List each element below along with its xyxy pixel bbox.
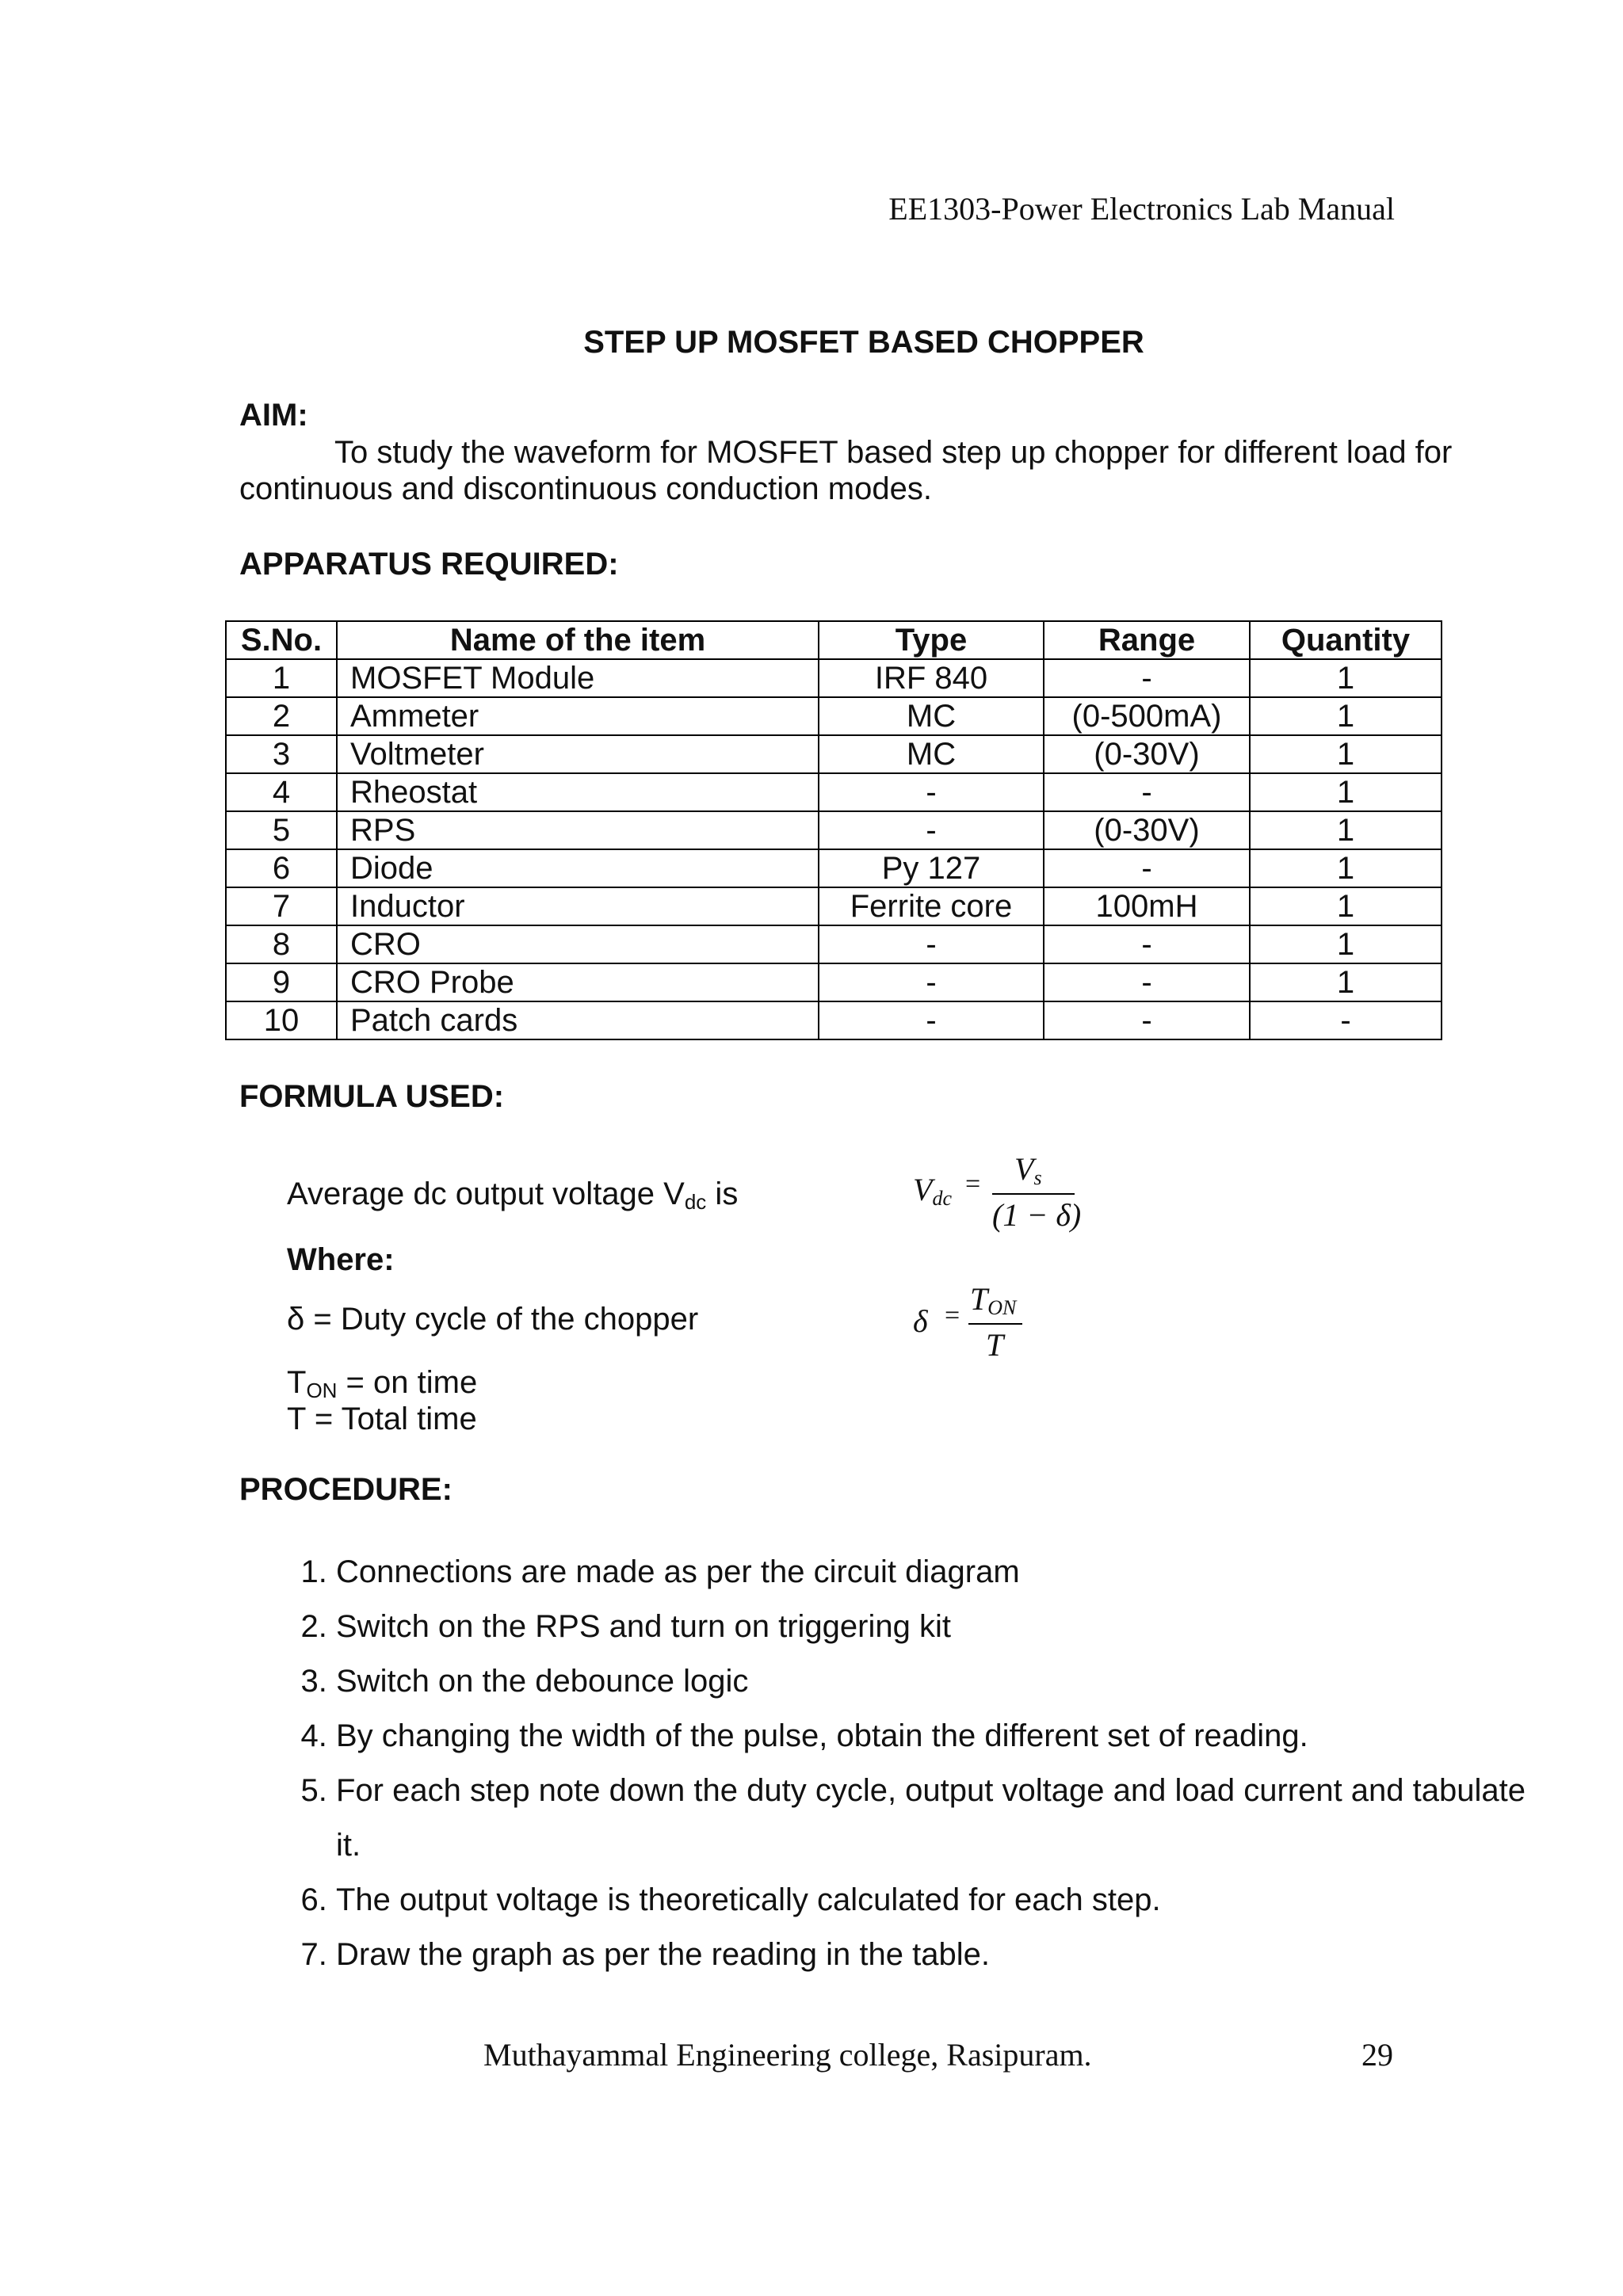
cell-range: - [1044,1001,1250,1039]
cell-type: IRF 840 [819,659,1044,697]
cell-name: CRO Probe [337,963,819,1001]
procedure-step: 3. Switch on the debounce logic [336,1654,1549,1709]
cell-quantity: 1 [1250,963,1442,1001]
eq1-numerator [1014,1150,1042,1190]
cell-quantity: 1 [1250,925,1442,963]
cell-range: - [1044,659,1250,697]
col-header-quantity: Quantity [1250,621,1442,659]
procedure-step: 1. Connections are made as per the circuit diagram [336,1545,1549,1600]
cell-range: - [1044,773,1250,811]
cell-sno: 10 [226,1001,337,1039]
eq1-equals: = [965,1169,981,1199]
cell-quantity: 1 [1250,811,1442,849]
cell-type: - [819,925,1044,963]
cell-sno: 7 [226,887,337,925]
col-header-name: Name of the item [337,621,819,659]
table-row [226,849,1442,887]
ton-symbol: T [287,1365,307,1400]
cell-quantity: 1 [1250,735,1442,773]
table-row [226,1001,1442,1039]
vdc-description [287,1176,738,1220]
cell-type: - [819,811,1044,849]
cell-quantity: 1 [1250,659,1442,697]
apparatus-table [225,620,1442,1040]
cell-name: Inductor [337,887,819,925]
cell-sno: 4 [226,773,337,811]
table-row [226,925,1442,963]
delta-definition: δ = Duty cycle of the chopper [287,1302,699,1337]
procedure-step: 6. The output voltage is theoretically calculated for each step. [336,1873,1549,1928]
table-row [226,811,1442,849]
procedure-list [239,1545,1549,1982]
eq1-fraction-bar [992,1193,1075,1195]
table-row [226,735,1442,773]
cell-type: MC [819,735,1044,773]
cell-name: Diode [337,849,819,887]
col-header-type: Type [819,621,1044,659]
vdc-label-suffix: is [706,1177,739,1211]
ton-subscript: ON [306,1379,338,1402]
running-header: EE1303-Power Electronics Lab Manual [888,191,1395,227]
eq2-equals: = [945,1301,960,1330]
procedure-step: 2. Switch on the RPS and turn on triggering kit [336,1600,1549,1654]
cell-sno: 5 [226,811,337,849]
cell-type: Ferrite core [819,887,1044,925]
cell-name: RPS [337,811,819,849]
cell-range: - [1044,925,1250,963]
eq1-lhs-subscript: dc [932,1187,952,1210]
cell-type: - [819,773,1044,811]
cell-sno: 6 [226,849,337,887]
cell-sno: 1 [226,659,337,697]
cell-range: - [1044,849,1250,887]
page-number: 29 [1361,2037,1393,2073]
cell-range: (0-30V) [1044,735,1250,773]
cell-range: (0-500mA) [1044,697,1250,735]
cell-name: Ammeter [337,697,819,735]
table-row [226,659,1442,697]
cell-quantity: 1 [1250,697,1442,735]
eq2-numerator [970,1280,1016,1320]
apparatus-table-body [226,659,1442,1039]
cell-sno: 3 [226,735,337,773]
cell-range: (0-30V) [1044,811,1250,849]
cell-quantity: - [1250,1001,1442,1039]
vdc-label-subscript: dc [684,1190,707,1214]
cell-quantity: 1 [1250,887,1442,925]
eq2-lhs: δ [913,1303,928,1339]
cell-sno: 9 [226,963,337,1001]
eq2-num-subscript: ON [987,1296,1017,1319]
col-header-range: Range [1044,621,1250,659]
cell-type: MC [819,697,1044,735]
aim-paragraph: To study the waveform for MOSFET based step up chopper for different load for continuous and discontinuous conduction modes. [239,435,1453,506]
t-definition: T = Total time [287,1402,477,1436]
aim-text [239,434,1476,507]
footer-institution: Muthayammal Engineering college, Rasipuram. [483,2037,1092,2073]
eq1-num-subscript: s [1033,1166,1042,1189]
vdc-label: Average dc output voltage V [287,1177,685,1211]
procedure-step: 7. Draw the graph as per the reading in the table. [336,1928,1549,1982]
eq1-num-symbol: V [1014,1151,1034,1187]
table-header-row [226,621,1442,659]
eq1-denominator: (1 − δ) [992,1197,1082,1233]
procedure-heading: PROCEDURE: [239,1472,453,1507]
cell-quantity: 1 [1250,773,1442,811]
cell-name: MOSFET Module [337,659,819,697]
cell-type: - [819,1001,1044,1039]
cell-name: CRO [337,925,819,963]
eq1-lhs [913,1171,952,1211]
cell-quantity: 1 [1250,849,1442,887]
eq2-num-symbol: T [970,1281,988,1317]
page-title: STEP UP MOSFET BASED CHOPPER [583,325,1144,360]
table-row [226,963,1442,1001]
cell-name: Voltmeter [337,735,819,773]
ton-meaning: = on time [337,1365,478,1400]
eq2-denominator: T [986,1327,1004,1363]
procedure-step: 4. By changing the width of the pulse, obtain the different set of reading. [336,1709,1549,1764]
procedure-step: 5. For each step note down the duty cycle, output voltage and load current and tabulate it. [336,1764,1549,1873]
cell-sno: 8 [226,925,337,963]
formula-heading: FORMULA USED: [239,1079,505,1114]
apparatus-heading: APPARATUS REQUIRED: [239,547,619,582]
cell-type: Py 127 [819,849,1044,887]
table-row [226,887,1442,925]
aim-heading: AIM: [239,398,308,433]
table-row [226,773,1442,811]
eq2-fraction-bar [968,1323,1022,1325]
cell-sno: 2 [226,697,337,735]
col-header-sno: S.No. [226,621,337,659]
cell-name: Patch cards [337,1001,819,1039]
cell-type: - [819,963,1044,1001]
table-row [226,697,1442,735]
where-label: Where: [287,1242,395,1277]
cell-range: 100mH [1044,887,1250,925]
eq1-lhs-symbol: V [913,1172,933,1207]
cell-name: Rheostat [337,773,819,811]
cell-range: - [1044,963,1250,1001]
